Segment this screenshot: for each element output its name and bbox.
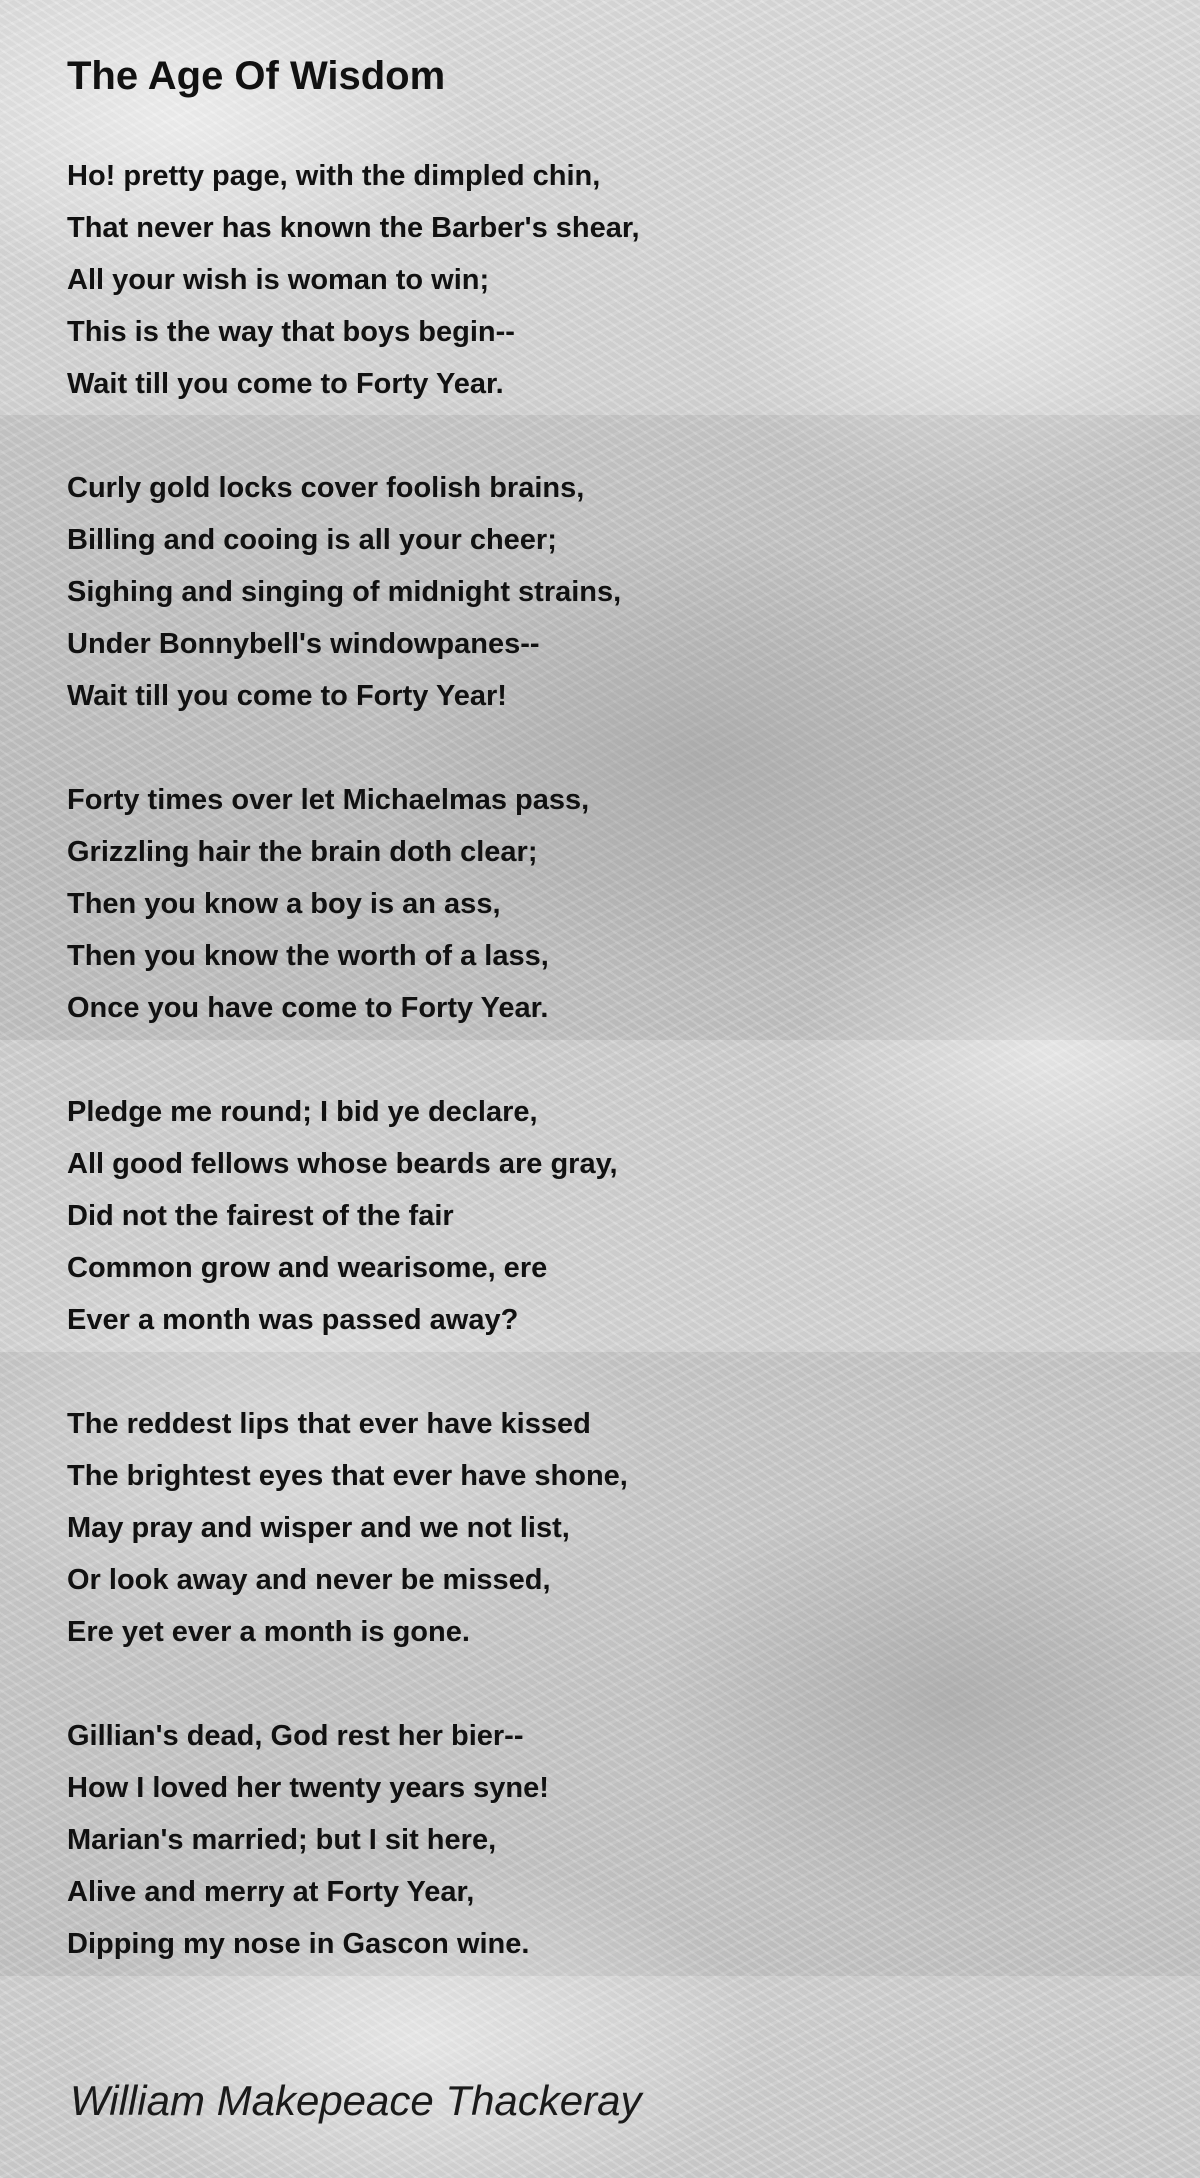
poem-line: All good fellows whose beards are gray, bbox=[67, 1148, 618, 1180]
poem-line: Sighing and singing of midnight strains, bbox=[67, 576, 622, 608]
poem bbox=[67, 50, 1167, 2022]
poem-author: William Makepeace Thackeray bbox=[70, 2077, 642, 2124]
poem-line: Under Bonnybell's windowpanes-- bbox=[67, 628, 540, 660]
poem-line: Forty times over let Michaelmas pass, bbox=[67, 784, 590, 816]
poem-line: The brightest eyes that ever have shone, bbox=[67, 1460, 628, 1492]
poem-line: Alive and merry at Forty Year, bbox=[67, 1876, 475, 1908]
stanza bbox=[67, 774, 1167, 1034]
poem-line: May pray and wisper and we not list, bbox=[67, 1512, 570, 1544]
poem-body bbox=[67, 150, 1167, 1970]
poem-line: This is the way that boys begin-- bbox=[67, 316, 515, 348]
poem-title: The Age Of Wisdom bbox=[67, 54, 446, 98]
poem-line: Wait till you come to Forty Year! bbox=[67, 680, 507, 712]
poem-line: How I loved her twenty years syne! bbox=[67, 1772, 549, 1804]
stanza bbox=[67, 462, 1167, 722]
poem-line: Or look away and never be missed, bbox=[67, 1564, 551, 1596]
poem-line: Then you know the worth of a lass, bbox=[67, 940, 549, 972]
poem-line: Pledge me round; I bid ye declare, bbox=[67, 1096, 538, 1128]
stanza bbox=[67, 1398, 1167, 1658]
poem-line: Did not the fairest of the fair bbox=[67, 1200, 454, 1232]
poem-line: That never has known the Barber's shear, bbox=[67, 212, 640, 244]
poem-line: Dipping my nose in Gascon wine. bbox=[67, 1928, 530, 1960]
poem-line: Wait till you come to Forty Year. bbox=[67, 368, 504, 400]
poem-line: The reddest lips that ever have kissed bbox=[67, 1408, 591, 1440]
poem-line: Ho! pretty page, with the dimpled chin, bbox=[67, 160, 601, 192]
poem-line: Billing and cooing is all your cheer; bbox=[67, 524, 557, 556]
poem-line: Marian's married; but I sit here, bbox=[67, 1824, 497, 1856]
poem-line: Once you have come to Forty Year. bbox=[67, 992, 549, 1024]
stanza bbox=[67, 1086, 1167, 1346]
stanza bbox=[67, 1710, 1167, 1970]
poem-line: Common grow and wearisome, ere bbox=[67, 1252, 548, 1284]
stanza bbox=[67, 150, 1167, 410]
poem-line: Gillian's dead, God rest her bier-- bbox=[67, 1720, 524, 1752]
poem-line: Ever a month was passed away? bbox=[67, 1304, 519, 1336]
poem-line: Then you know a boy is an ass, bbox=[67, 888, 501, 920]
poem-line: Ere yet ever a month is gone. bbox=[67, 1616, 470, 1648]
poem-line: All your wish is woman to win; bbox=[67, 264, 490, 296]
poem-line: Curly gold locks cover foolish brains, bbox=[67, 472, 585, 504]
poem-line: Grizzling hair the brain doth clear; bbox=[67, 836, 538, 868]
